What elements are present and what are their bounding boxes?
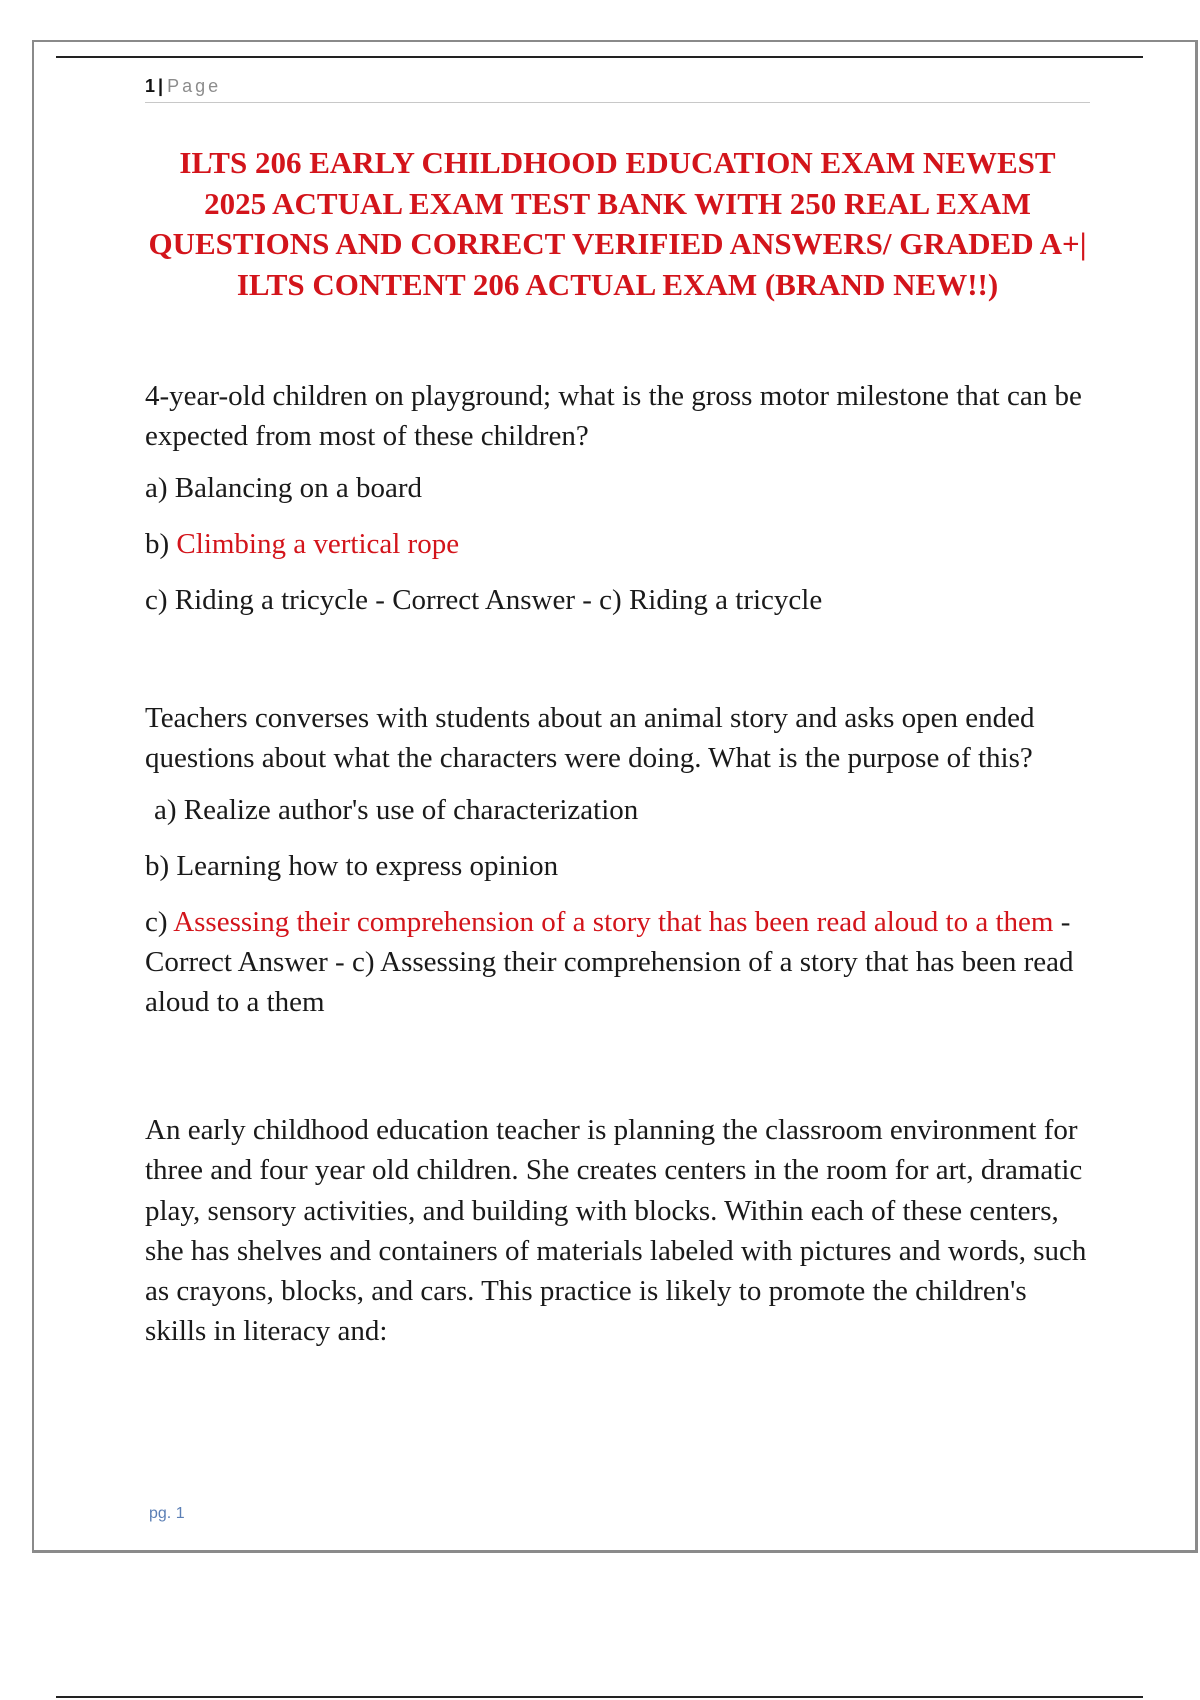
question-text: An early childhood education teacher is planning the classroom environment for three and four year old children. She creates centers in the room for art, dramatic play, sensory activities, and building with blocks. Within each of these centers, she has shelves and containers of materials labeled with pictures and words, such as crayons, blocks, and cars. This practice is likely to promote the children's skills in literacy and: [145,1114,1087,1348]
document-content [145,376,1090,1364]
page-header-number: 1 [145,76,156,96]
question-block-1 [145,376,1090,620]
document-title: ILTS 206 EARLY CHILDHOOD EDUCATION EXAM NEWEST 2025 ACTUAL EXAM TEST BANK WITH 250 REAL EXAM QUESTIONS AND CORRECT VERIFIED ANSWERS/ GRADED A+| ILTS CONTENT 206 ACTUAL EXAM (BRAND NEW!!) [148,145,1087,302]
question-block-2 [145,698,1090,1022]
top-rule [56,56,1143,58]
option-b: b) Learning how to express opinion [145,850,559,882]
spacer [145,1038,1090,1110]
page-footer: pg. 1 [149,1505,185,1522]
option-b-prefix: b) [145,528,177,560]
option-c-highlight: Assessing their comprehension of a story that has been read aloud to a them [173,906,1054,938]
question-text: Teachers converses with students about an animal story and asks open ended questions about what the characters were doing. What is the purpose of this? [145,702,1035,774]
option-b [145,524,1090,564]
option-c-prefix: c) [145,906,174,938]
spacer [145,636,1090,698]
option-b-highlight: Climbing a vertical rope [176,528,460,560]
option-c: c) Riding a tricycle - Correct Answer - c) Riding a tricycle [145,584,823,616]
option-c [145,902,1090,1022]
option-c-answer: - Correct Answer - c) Assessing their comprehension of a story that has been read aloud to a them [145,906,1074,1018]
bottom-rule [56,1696,1143,1698]
question-block-3 [145,1110,1090,1352]
page-header-word: Page [167,76,222,96]
page-header [145,74,1090,103]
page-header-separator: | [158,76,164,96]
option-a: a) Realize author's use of characterization [154,794,639,826]
question-text: 4-year-old children on playground; what is the gross motor milestone that can be expected from most of these children? [145,380,1082,452]
option-a: a) Balancing on a board [145,472,423,504]
